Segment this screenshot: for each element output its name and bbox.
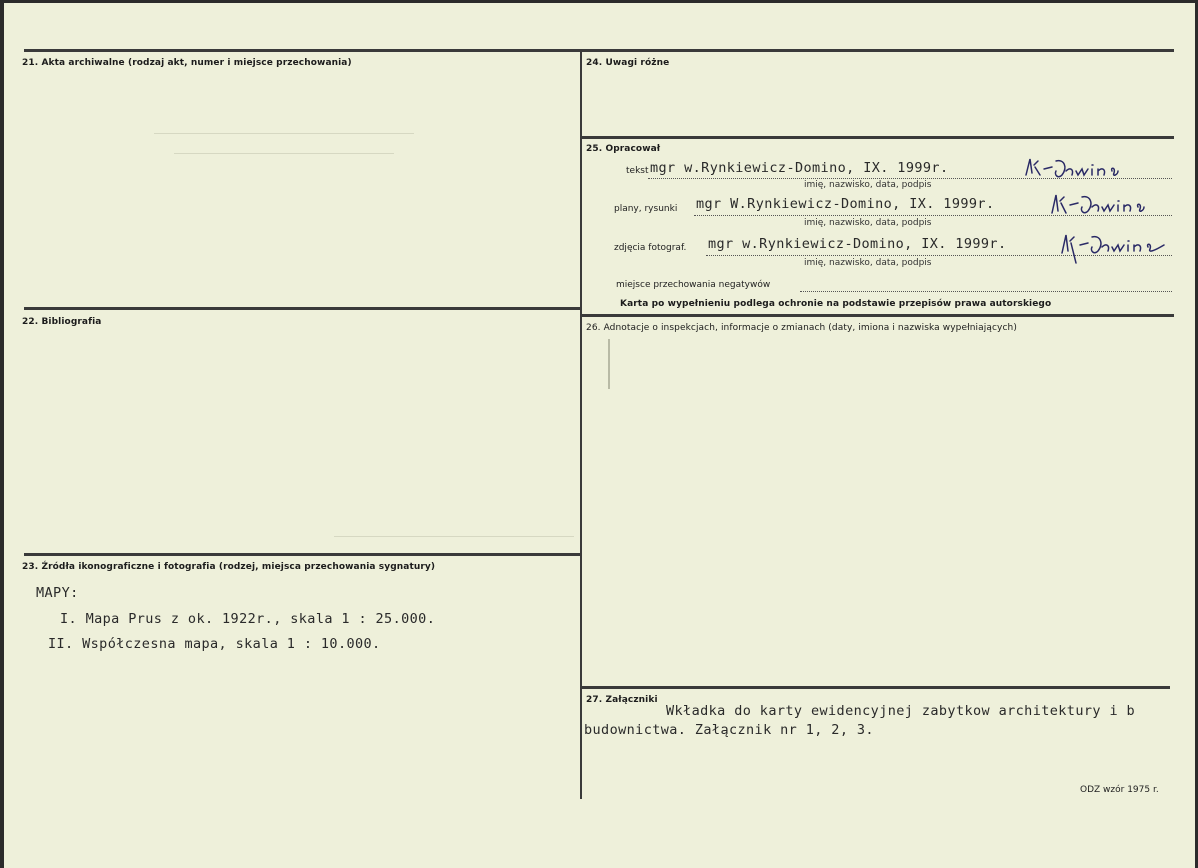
text-prefix: tekst [626, 166, 649, 176]
bleed-mark [334, 536, 574, 537]
top-rule [24, 49, 1174, 52]
text-caption: imię, nazwisko, data, podpis [804, 180, 932, 190]
copyright-note: Karta po wypełnieniu podlega ochronie na podstawie przepisów prawa autorskiego [620, 299, 1052, 309]
section-21-label: 21. Akta archiwalne (rodzaj akt, numer i miejsce przechowania) [22, 58, 352, 68]
plans-author: mgr W.Rynkiewicz-Domino, IX. 1999r. [696, 196, 995, 212]
rule-25-26 [582, 314, 1174, 317]
signature-plans [1044, 191, 1169, 221]
bleed-mark [174, 153, 394, 154]
text-author: mgr w.Rynkiewicz-Domino, IX. 1999r. [650, 160, 949, 176]
section-23-label: 23. Źródła ikonograficzne i fotografia (rodzej, miejsca przechowania sygnatury) [22, 562, 436, 572]
maps-heading: MAPY: [36, 585, 79, 601]
form-version: ODZ wzór 1975 r. [1080, 785, 1159, 795]
signature-photos [1054, 231, 1179, 267]
photos-author: mgr w.Rynkiewicz-Domino, IX. 1999r. [708, 236, 1007, 252]
plans-caption: imię, nazwisko, data, podpis [804, 218, 932, 228]
section-22-label: 22. Bibliografia [22, 317, 102, 327]
plans-prefix: plany, rysunki [614, 204, 678, 214]
section-26-inner-edge [608, 339, 610, 389]
rule-22-23 [24, 553, 580, 556]
rule-26-27 [582, 686, 1170, 689]
attachment-line-1: Wkładka do karty ewidencyjnej zabytkow architektury i b [666, 703, 1136, 719]
map-line-1: I. Mapa Prus z ok. 1922r., skala 1 : 25.000. [60, 611, 436, 627]
map-line-2: II. Współczesna mapa, skala 1 : 10.000. [48, 636, 381, 652]
photos-prefix: zdjęcia fotograf. [614, 243, 687, 253]
section-26-label: 26. Adnotacje o inspekcjach, informacje o zmianach (daty, imiona i nazwiska wypełniających) [586, 323, 1017, 333]
rule-21-22 [24, 307, 580, 310]
attachment-line-2: budownictwa. Załącznik nr 1, 2, 3. [584, 722, 874, 738]
section-25-label: 25. Opracował [586, 144, 661, 154]
negatives-label: miejsce przechowania negatywów [616, 280, 771, 290]
bleed-mark [154, 133, 414, 134]
rule-24-25 [582, 136, 1174, 139]
signature-text [1018, 155, 1143, 185]
section-27-label: 27. Załączniki [586, 695, 658, 705]
section-24-label: 24. Uwagi różne [586, 58, 670, 68]
photos-caption: imię, nazwisko, data, podpis [804, 258, 932, 268]
negatives-dotline [800, 291, 1172, 292]
